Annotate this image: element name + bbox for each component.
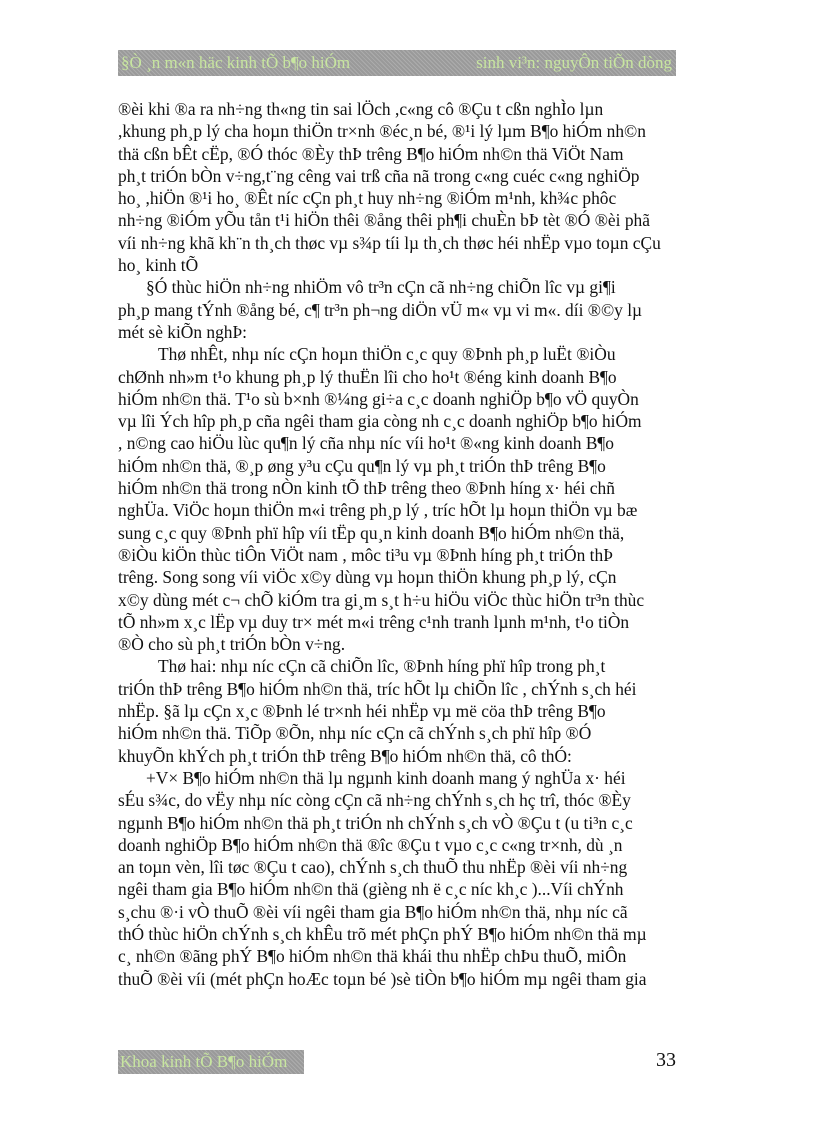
text-line: c¸ nh©n ®ãng phÝ B¶o hiÓm nh©n thä khái thu nhËp chÞu thuÕ, miÔn — [118, 946, 627, 967]
text-line: x©y dùng mét c¬ chÕ kiÓm tra gi¸m s¸t h÷u hiÖu viÖc thùc hiÖn tr³n thùc — [118, 589, 645, 610]
text-line: sÉu s¾c, do vËy nhµ níc còng cÇn cã nh÷ng chÝnh s¸ch hç trî, thóc ®Èy — [118, 790, 631, 811]
text-line: thä cßn bÊt cËp, ®Ó thóc ®Èy thÞ trêng B¶o hiÓm nh©n thä ViÖt Nam — [118, 143, 624, 164]
text-line: vµ lîi Ých hîp ph¸p cña ngêi tham gia còng nh c¸c doanh nghiÖp b¶o hiÓm — [118, 411, 642, 432]
text-line: ngêi tham gia B¶o hiÓm nh©n thä (gièng nh ë c¸c níc kh¸c )...Víi chÝnh — [118, 879, 624, 900]
text-line: trêng. Song song víi viÖc x©y dùng vµ hoµn thiÖn khung ph¸p lý, cÇn — [118, 567, 617, 588]
page-number: 33 — [656, 1049, 676, 1071]
text-line: hiÓm nh©n thä trong nÒn kinh tÕ thÞ trêng theo ®Þnh híng x· héi chñ — [118, 478, 615, 499]
text-line: nh÷ng ®iÓm yÕu tån t¹i hiÖn thêi ®ång thêi ph¶i chuÈn bÞ tèt ®Ó ®èi phã — [118, 210, 650, 231]
text-line: ph¸t triÓn bÒn v÷ng,t¨ng cêng vai trß cña nã trong c«ng cuéc c«ng nghiÖp — [118, 165, 640, 186]
text-line: , n©ng cao hiÖu lùc qu¶n lý cña nhµ níc víi ho¹t ®«ng kinh doanh B¶o — [118, 433, 614, 454]
paragraph — [118, 98, 676, 276]
text-line: §Ó thùc hiÖn nh÷ng nhiÖm vô tr³n cÇn cã nh÷ng chiÕn lîc vµ gi¶i — [146, 277, 616, 298]
text-line: doanh nghiÖp B¶o hiÓm nh©n thä ®îc ®Çu t vµo c¸c c«ng tr×nh, dù ¸n — [118, 834, 623, 855]
text-line: thuÕ ®èi víi (mét phÇn hoÆc toµn bé )sè tiÒn b¶o hiÓm mµ ngêi tham gia — [118, 968, 647, 989]
paragraph — [118, 655, 676, 766]
text-line: mét sè kiÕn nghÞ: — [118, 321, 247, 342]
text-line: ho¸ ,hiÖn ®¹i ho¸ ®Êt níc cÇn ph¸t huy nh÷ng ®iÓm m¹nh, kh¾c phôc — [118, 188, 617, 209]
text-line: tÕ nh»m x¸c lËp vµ duy tr× mét m«i trêng c¹nh tranh lµnh m¹nh, t¹o tiÒn — [118, 611, 630, 632]
text-line: ph¸p mang tÝnh ®ång bé, c¶ tr³n ph¬ng diÖn vÜ m« vµ vi m«. díi ®©y lµ — [118, 299, 643, 320]
text-line: ®èi khi ®a ra nh÷ng th«ng tin sai lÖch ,c«ng cô ®Çu t cßn nghÌo lµn — [118, 99, 604, 119]
body-text — [118, 98, 676, 990]
text-line: ho¸ kinh tÕ — [118, 255, 199, 276]
paragraph — [118, 276, 676, 343]
header-course-title: §Ò ¸n m«n häc kinh tÕ b¶o hiÓm — [121, 53, 351, 72]
text-line: nhËp. §ã lµ cÇn x¸c ®Þnh lé tr×nh héi nhËp vµ më cöa thÞ trêng B¶o — [118, 701, 606, 722]
text-line: ,khung ph¸p lý cha hoµn thiÖn tr×nh ®éc¸n bé, ®¹i lý lµm B¶o hiÓm nh©n — [118, 121, 646, 142]
text-line: ngµnh B¶o hiÓm nh©n thä ph¸t triÓn nh chÝnh s¸ch vÒ ®Çu t (u ti³n c¸c — [118, 812, 633, 833]
footer-faculty-label — [118, 1050, 304, 1074]
text-line: ®Ò cho sù ph¸t triÓn bÒn v÷ng. — [118, 634, 346, 655]
text-line: víi nh÷ng khã kh¨n th¸ch thøc vµ s¾p tíi lµ th¸ch thøc héi nhËp vµo toµn cÇu — [118, 232, 661, 253]
paragraph — [118, 767, 676, 990]
header-student-name: sinh vi³n: nguyÔn tiÕn dòng — [476, 53, 672, 72]
text-line: hiÓm nh©n thä. T¹o sù b×nh ®¼ng gi÷a c¸c doanh nghiÖp b¶o vÖ quyÒn — [118, 388, 639, 409]
text-line: +V× B¶o hiÓm nh©n thä lµ ngµnh kinh doanh mang ý nghÜa x· héi — [146, 767, 626, 788]
footer-faculty-text: Khoa kinh tÕ B¶o hiÓm — [120, 1052, 288, 1071]
text-line: triÓn thÞ trêng B¶o hiÓm nh©n thä, tríc hÕt lµ chiÕn lîc , chÝnh s¸ch héi — [118, 678, 637, 699]
text-line: ®iÒu kiÖn thùc tiÔn ViÖt nam , môc ti³u vµ ®Þnh híng ph¸t triÓn thÞ — [118, 544, 613, 565]
text-line: hiÓm nh©n thä, ®¸p øng y³u cÇu qu¶n lý vµ ph¸t triÓn thÞ trêng B¶o — [118, 455, 606, 476]
paragraph — [118, 343, 676, 655]
text-line: sung c¸c quy ®Þnh phï hîp víi tËp qu¸n kinh doanh B¶o hiÓm nh©n thä, — [118, 522, 625, 543]
text-line: s¸chu ®·i vÒ thuÕ ®èi víi ngêi tham gia B¶o hiÓm nh©n thä, nhµ níc cã — [118, 901, 628, 922]
text-line: chØnh nh»m t¹o khung ph¸p lý thuËn lîi cho ho¹t ®éng kinh doanh B¶o — [118, 366, 617, 387]
text-line: Thø nhÊt, nhµ níc cÇn hoµn thiÖn c¸c quy ®Þnh ph¸p luËt ®iÒu — [158, 344, 616, 365]
page-header — [118, 50, 676, 76]
text-line: thÓ thùc hiÖn chÝnh s¸ch khÊu trõ mét phÇn phÝ B¶o hiÓm nh©n thä mµ — [118, 923, 647, 944]
text-line: khuyÕn khÝch ph¸t triÓn thÞ trêng B¶o hiÓm nh©n thä, cô thÓ: — [118, 745, 572, 766]
text-line: hiÓm nh©n thä. TiÕp ®Õn, nhµ níc cÇn cã chÝnh s¸ch phï hîp ®Ó — [118, 723, 592, 744]
text-line: an toµn vèn, lîi tøc ®Çu t cao), chÝnh s¸ch thuÕ thu nhËp ®èi víi nh÷ng — [118, 857, 628, 878]
text-line: Thø hai: nhµ níc cÇn cã chiÕn lîc, ®Þnh híng phï hîp trong ph¸t — [158, 656, 606, 677]
text-line: nghÜa. ViÖc hoµn thiÖn m«i trêng ph¸p lý , tríc hÕt lµ hoµn thiÖn vµ bæ — [118, 500, 638, 521]
